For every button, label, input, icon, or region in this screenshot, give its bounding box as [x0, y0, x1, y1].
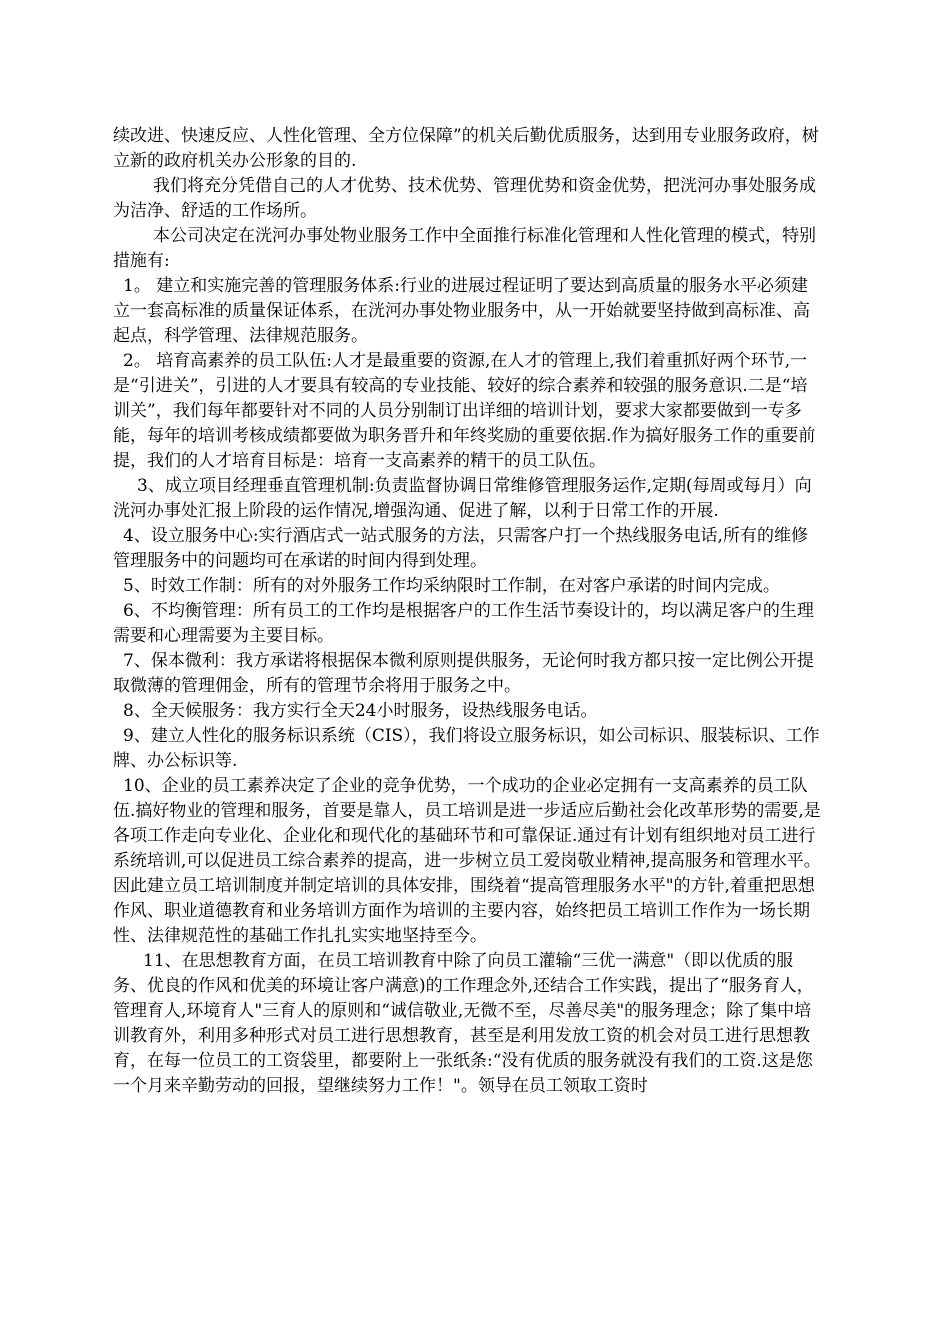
list-item-5: 5、时效工作制：所有的对外服务工作均采纳限时工作制，在对客户承诺的时间内完成。: [123, 576, 780, 596]
list-item-1: 1。 建立和实施完善的管理服务体系:行业的进展过程证明了要达到高质量的服务水平必须建立一套高标准的质量保证体系，在洸河办事处物业服务中，从一开始就要坚持做到高标准、高起点，科学管理、法律规范服务。: [113, 276, 810, 346]
paragraph-continuation: 续改进、快速反应、人性化管理、全方位保障”的机关后勤优质服务，达到用专业服务政府，树立新的政府机关办公形象的目的.: [113, 126, 819, 171]
list-item-10: 10、企业的员工素养决定了企业的竞争优势，一个成功的企业必定拥有一支高素养的员工队伍.搞好物业的管理和服务，首要是靠人，员工培训是进一步适应后勤社会化改革形势的需要,是各项工作走向专业化、企业化和现代化的基础环节和可靠保证.通过有计划有组织地对员工进行系统培训,可以促进员工综合素养的提高，进一步树立员工爱岗敬业精神,提高服务和管理水平。因此建立员工培训制度并制定培训的具体安排，围绕着“提高管理服务水平"的方针,着重把思想作风、职业道德教育和业务培训方面作为培训的主要内容，始终把员工培训工作作为一场长期性、法律规范性的基础工作扎扎实实地坚持至今。: [113, 776, 821, 946]
list-item-4: 4、设立服务中心:实行酒店式一站式服务的方法，只需客户打一个热线服务电话,所有的维修管理服务中的问题均可在承诺的时间内得到处理。: [113, 526, 808, 571]
document-body: [113, 124, 823, 1099]
paragraph-management-mode: 本公司决定在洸河办事处物业服务工作中全面推行标准化管理和人性化管理的模式，特别措施有:: [113, 226, 816, 271]
list-item-7: 7、保本微利：我方承诺将根据保本微利原则提供服务，无论何时我方都只按一定比例公开提取微薄的管理佣金，所有的管理节余将用于服务之中。: [113, 651, 814, 696]
list-item-6: 6、不均衡管理：所有员工的工作均是根据客户的工作生活节奏设计的，均以满足客户的生理需要和心理需要为主要目标。: [113, 601, 814, 646]
list-item-2: 2。 培育高素养的员工队伍:人才是最重要的资源,在人才的管理上,我们着重抓好两个环节,一是“引进关”，引进的人才要具有较高的专业技能、较好的综合素养和较强的服务意识.二是“培训关”，我们每年都要针对不同的人员分别制订出详细的培训计划，要求大家都要做到一专多能，每年的培训考核成绩都要做为职务晋升和年终奖励的重要依据.作为搞好服务工作的重要前提，我们的人才培育目标是：培育一支高素养的精干的员工队伍。: [113, 351, 816, 471]
list-item-11: 11、在思想教育方面，在员工培训教育中除了向员工灌输“三优一满意"（即以优质的服务、优良的作风和优美的环境让客户满意)的工作理念外,还结合工作实践，提出了“服务育人，管理育人,环境育人"三育人的原则和“诚信敬业,无微不至，尽善尽美"的服务理念；除了集中培训教育外，利用多种形式对员工进行思想教育，甚至是利用发放工资的机会对员工进行思想教育，在每一位员工的工资袋里，都要附上一张纸条:“没有优质的服务就没有我们的工资.这是您一个月来辛勤劳动的回报，望继续努力工作！"。领导在员工领取工资时: [113, 951, 814, 1096]
list-item-9: 9、建立人性化的服务标识系统（CIS），我们将设立服务标识，如公司标识、服装标识、工作牌、办公标识等.: [113, 726, 820, 771]
paragraph-advantages: 我们将充分凭借自己的人才优势、技术优势、管理优势和资金优势，把洸河办事处服务成为洁净、舒适的工作场所。: [113, 176, 816, 221]
list-item-8: 8、全天候服务：我方实行全天24小时服务，设热线服务电话。: [123, 701, 598, 721]
list-item-3: 3、成立项目经理垂直管理机制:负责监督协调日常维修管理服务运作,定期(每周或每月）向洸河办事处汇报上阶段的运作情况,增强沟通、促进了解，以利于日常工作的开展.: [113, 476, 812, 521]
